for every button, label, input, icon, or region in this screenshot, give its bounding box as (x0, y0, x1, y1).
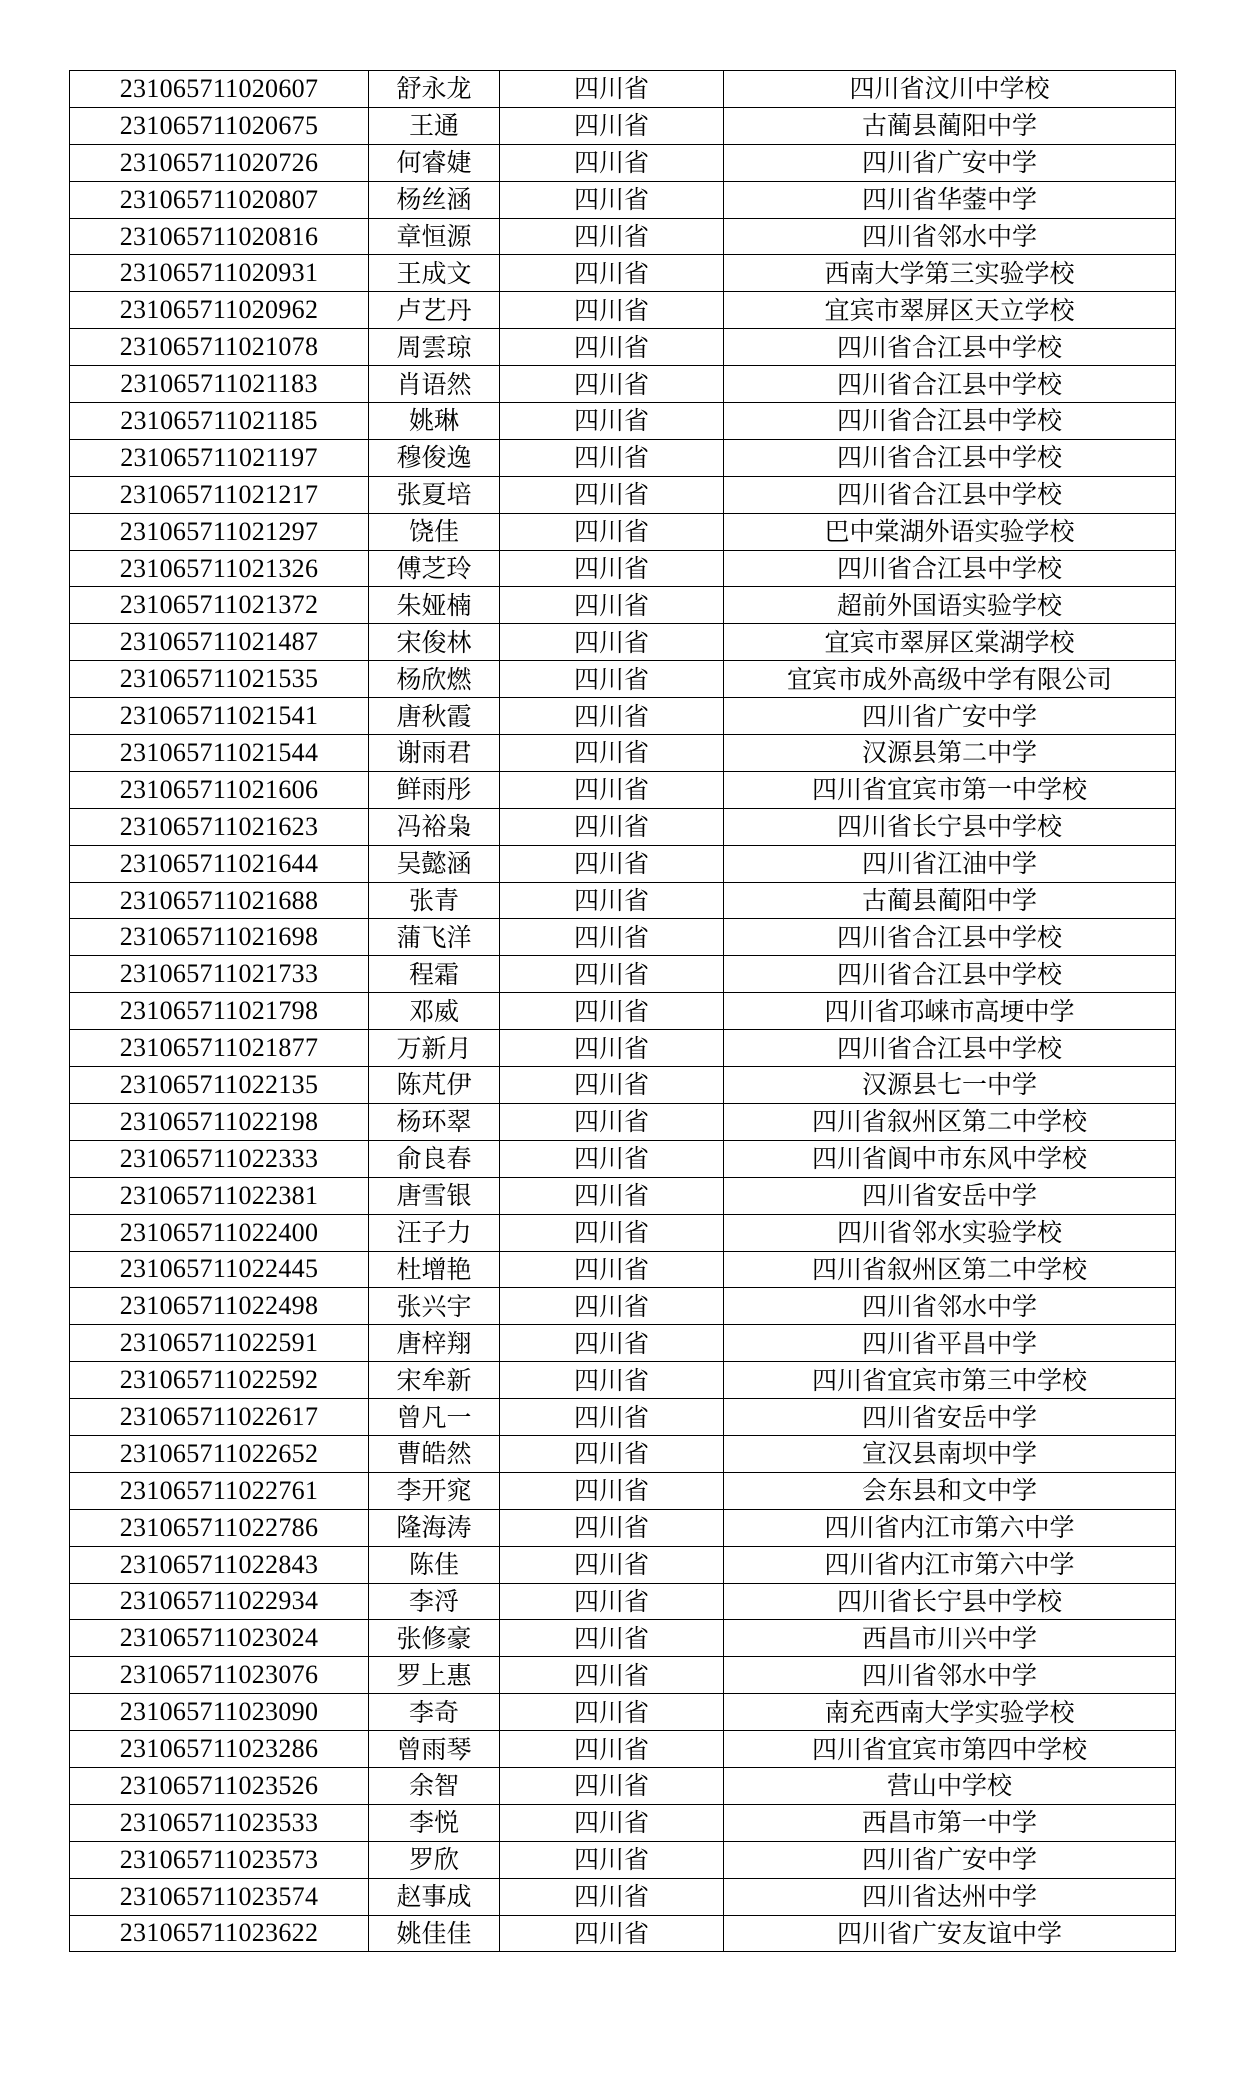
school-cell: 会东县和文中学 (724, 1472, 1176, 1509)
student-name-cell: 谢雨君 (369, 735, 500, 772)
school-cell: 南充西南大学实验学校 (724, 1694, 1176, 1731)
province-cell: 四川省 (500, 255, 724, 292)
student-id-cell: 231065711022400 (70, 1214, 369, 1251)
province-cell: 四川省 (500, 698, 724, 735)
student-id-cell: 231065711023286 (70, 1731, 369, 1768)
student-name-cell: 余智 (369, 1767, 500, 1804)
student-id-cell: 231065711022381 (70, 1177, 369, 1214)
table-row (70, 1915, 1176, 1952)
student-id-cell: 231065711021217 (70, 476, 369, 513)
province-cell: 四川省 (500, 1103, 724, 1140)
student-name-cell: 唐梓翔 (369, 1325, 500, 1362)
student-name-cell: 蒲飞洋 (369, 919, 500, 956)
school-cell: 营山中学校 (724, 1767, 1176, 1804)
school-cell: 西昌市川兴中学 (724, 1620, 1176, 1657)
student-id-cell: 231065711021541 (70, 698, 369, 735)
table-row (70, 1103, 1176, 1140)
student-name-cell: 隆海涛 (369, 1509, 500, 1546)
student-name-cell: 李奇 (369, 1694, 500, 1731)
student-name-cell: 章恒源 (369, 218, 500, 255)
student-id-cell: 231065711021326 (70, 550, 369, 587)
school-cell: 四川省广安中学 (724, 698, 1176, 735)
student-id-cell: 231065711021544 (70, 735, 369, 772)
school-cell: 古蔺县蔺阳中学 (724, 882, 1176, 919)
province-cell: 四川省 (500, 403, 724, 440)
province-cell: 四川省 (500, 1435, 724, 1472)
student-id-cell: 231065711021877 (70, 1030, 369, 1067)
student-id-cell: 231065711020807 (70, 181, 369, 218)
table-row (70, 1657, 1176, 1694)
school-cell: 四川省合江县中学校 (724, 550, 1176, 587)
student-id-cell: 231065711021798 (70, 993, 369, 1030)
table-row (70, 1325, 1176, 1362)
student-id-cell: 231065711022786 (70, 1509, 369, 1546)
student-name-cell: 陈芃伊 (369, 1067, 500, 1104)
student-id-cell: 231065711020726 (70, 144, 369, 181)
school-cell: 四川省邻水中学 (724, 218, 1176, 255)
student-name-cell: 曹皓然 (369, 1435, 500, 1472)
school-cell: 四川省内江市第六中学 (724, 1509, 1176, 1546)
student-name-cell: 张修豪 (369, 1620, 500, 1657)
student-name-cell: 张兴宇 (369, 1288, 500, 1325)
student-id-cell: 231065711023090 (70, 1694, 369, 1731)
student-id-cell: 231065711022843 (70, 1546, 369, 1583)
province-cell: 四川省 (500, 71, 724, 108)
province-cell: 四川省 (500, 919, 724, 956)
student-name-cell: 姚佳佳 (369, 1915, 500, 1952)
province-cell: 四川省 (500, 808, 724, 845)
province-cell: 四川省 (500, 1362, 724, 1399)
school-cell: 四川省汶川中学校 (724, 71, 1176, 108)
student-id-cell: 231065711021297 (70, 513, 369, 550)
province-cell: 四川省 (500, 1620, 724, 1657)
table-row (70, 1509, 1176, 1546)
school-cell: 四川省合江县中学校 (724, 329, 1176, 366)
student-id-cell: 231065711022498 (70, 1288, 369, 1325)
student-name-cell: 王通 (369, 107, 500, 144)
school-cell: 四川省合江县中学校 (724, 403, 1176, 440)
student-id-cell: 231065711022592 (70, 1362, 369, 1399)
student-id-cell: 231065711021535 (70, 661, 369, 698)
table-row (70, 550, 1176, 587)
province-cell: 四川省 (500, 624, 724, 661)
school-cell: 西南大学第三实验学校 (724, 255, 1176, 292)
student-name-cell: 卢艺丹 (369, 292, 500, 329)
table-row (70, 1620, 1176, 1657)
school-cell: 四川省广安中学 (724, 1841, 1176, 1878)
province-cell: 四川省 (500, 1583, 724, 1620)
student-name-cell: 穆俊逸 (369, 439, 500, 476)
student-name-cell: 邓威 (369, 993, 500, 1030)
student-name-cell: 万新月 (369, 1030, 500, 1067)
table-row (70, 439, 1176, 476)
student-name-cell: 程霜 (369, 956, 500, 993)
student-name-cell: 杨欣燃 (369, 661, 500, 698)
school-cell: 四川省阆中市东风中学校 (724, 1140, 1176, 1177)
student-name-cell: 姚琳 (369, 403, 500, 440)
student-id-cell: 231065711020607 (70, 71, 369, 108)
table-row (70, 1878, 1176, 1915)
province-cell: 四川省 (500, 218, 724, 255)
student-name-cell: 汪子力 (369, 1214, 500, 1251)
school-cell: 四川省内江市第六中学 (724, 1546, 1176, 1583)
table-row (70, 1399, 1176, 1436)
table-row (70, 218, 1176, 255)
table-row (70, 292, 1176, 329)
student-name-cell: 罗上惠 (369, 1657, 500, 1694)
province-cell: 四川省 (500, 1030, 724, 1067)
province-cell: 四川省 (500, 1915, 724, 1952)
roster-table (69, 70, 1176, 1952)
school-cell: 西昌市第一中学 (724, 1804, 1176, 1841)
student-name-cell: 曾雨琴 (369, 1731, 500, 1768)
school-cell: 巴中棠湖外语实验学校 (724, 513, 1176, 550)
student-id-cell: 231065711023526 (70, 1767, 369, 1804)
student-id-cell: 231065711021078 (70, 329, 369, 366)
student-name-cell: 舒永龙 (369, 71, 500, 108)
student-id-cell: 231065711021644 (70, 845, 369, 882)
table-row (70, 1435, 1176, 1472)
student-name-cell: 陈佳 (369, 1546, 500, 1583)
school-cell: 四川省邻水实验学校 (724, 1214, 1176, 1251)
student-name-cell: 王成文 (369, 255, 500, 292)
student-name-cell: 杨环翠 (369, 1103, 500, 1140)
table-row (70, 587, 1176, 624)
student-name-cell: 唐雪银 (369, 1177, 500, 1214)
student-id-cell: 231065711020816 (70, 218, 369, 255)
table-row (70, 1767, 1176, 1804)
school-cell: 四川省合江县中学校 (724, 366, 1176, 403)
province-cell: 四川省 (500, 1214, 724, 1251)
student-id-cell: 231065711021197 (70, 439, 369, 476)
table-row (70, 882, 1176, 919)
school-cell: 汉源县第二中学 (724, 735, 1176, 772)
student-name-cell: 李开窕 (369, 1472, 500, 1509)
table-row (70, 1804, 1176, 1841)
school-cell: 超前外国语实验学校 (724, 587, 1176, 624)
school-cell: 宜宾市成外高级中学有限公司 (724, 661, 1176, 698)
table-row (70, 403, 1176, 440)
student-id-cell: 231065711023533 (70, 1804, 369, 1841)
student-id-cell: 231065711022591 (70, 1325, 369, 1362)
student-id-cell: 231065711022445 (70, 1251, 369, 1288)
school-cell: 宜宾市翠屏区天立学校 (724, 292, 1176, 329)
student-id-cell: 231065711023024 (70, 1620, 369, 1657)
school-cell: 四川省长宁县中学校 (724, 1583, 1176, 1620)
table-row (70, 624, 1176, 661)
student-name-cell: 冯裕枭 (369, 808, 500, 845)
student-id-cell: 231065711020962 (70, 292, 369, 329)
table-row (70, 329, 1176, 366)
student-id-cell: 231065711021185 (70, 403, 369, 440)
school-cell: 四川省广安友谊中学 (724, 1915, 1176, 1952)
province-cell: 四川省 (500, 1878, 724, 1915)
school-cell: 四川省宜宾市第四中学校 (724, 1731, 1176, 1768)
table-row (70, 919, 1176, 956)
school-cell: 四川省合江县中学校 (724, 1030, 1176, 1067)
student-name-cell: 傅芝玲 (369, 550, 500, 587)
student-id-cell: 231065711021487 (70, 624, 369, 661)
school-cell: 汉源县七一中学 (724, 1067, 1176, 1104)
province-cell: 四川省 (500, 1325, 724, 1362)
student-id-cell: 231065711023622 (70, 1915, 369, 1952)
school-cell: 四川省华蓥中学 (724, 181, 1176, 218)
student-id-cell: 231065711021372 (70, 587, 369, 624)
table-row (70, 698, 1176, 735)
table-row (70, 808, 1176, 845)
table-row (70, 993, 1176, 1030)
student-name-cell: 杜增艳 (369, 1251, 500, 1288)
province-cell: 四川省 (500, 993, 724, 1030)
school-cell: 四川省叙州区第二中学校 (724, 1103, 1176, 1140)
student-name-cell: 饶佳 (369, 513, 500, 550)
province-cell: 四川省 (500, 1841, 724, 1878)
province-cell: 四川省 (500, 513, 724, 550)
school-cell: 四川省合江县中学校 (724, 439, 1176, 476)
table-row (70, 1472, 1176, 1509)
province-cell: 四川省 (500, 1509, 724, 1546)
table-row (70, 1140, 1176, 1177)
school-cell: 四川省合江县中学校 (724, 919, 1176, 956)
province-cell: 四川省 (500, 144, 724, 181)
province-cell: 四川省 (500, 439, 724, 476)
province-cell: 四川省 (500, 956, 724, 993)
table-row (70, 1583, 1176, 1620)
school-cell: 四川省宜宾市第一中学校 (724, 771, 1176, 808)
province-cell: 四川省 (500, 1288, 724, 1325)
student-name-cell: 鲜雨彤 (369, 771, 500, 808)
student-name-cell: 赵事成 (369, 1878, 500, 1915)
table-row (70, 71, 1176, 108)
student-name-cell: 李悦 (369, 1804, 500, 1841)
province-cell: 四川省 (500, 735, 724, 772)
province-cell: 四川省 (500, 1804, 724, 1841)
school-cell: 四川省江油中学 (724, 845, 1176, 882)
province-cell: 四川省 (500, 1251, 724, 1288)
province-cell: 四川省 (500, 1067, 724, 1104)
student-id-cell: 231065711021183 (70, 366, 369, 403)
student-id-cell: 231065711021606 (70, 771, 369, 808)
school-cell: 四川省安岳中学 (724, 1177, 1176, 1214)
province-cell: 四川省 (500, 550, 724, 587)
student-name-cell: 曾凡一 (369, 1399, 500, 1436)
table-row (70, 144, 1176, 181)
school-cell: 四川省宜宾市第三中学校 (724, 1362, 1176, 1399)
school-cell: 四川省安岳中学 (724, 1399, 1176, 1436)
school-cell: 四川省广安中学 (724, 144, 1176, 181)
province-cell: 四川省 (500, 1472, 724, 1509)
student-name-cell: 唐秋霞 (369, 698, 500, 735)
school-cell: 四川省合江县中学校 (724, 956, 1176, 993)
student-id-cell: 231065711020675 (70, 107, 369, 144)
table-row (70, 1030, 1176, 1067)
province-cell: 四川省 (500, 329, 724, 366)
province-cell: 四川省 (500, 882, 724, 919)
table-row (70, 476, 1176, 513)
school-cell: 四川省长宁县中学校 (724, 808, 1176, 845)
student-id-cell: 231065711021733 (70, 956, 369, 993)
province-cell: 四川省 (500, 292, 724, 329)
student-name-cell: 宋牟新 (369, 1362, 500, 1399)
student-name-cell: 肖语然 (369, 366, 500, 403)
student-id-cell: 231065711022198 (70, 1103, 369, 1140)
table-row (70, 956, 1176, 993)
table-row (70, 1694, 1176, 1731)
school-cell: 四川省邻水中学 (724, 1288, 1176, 1325)
student-id-cell: 231065711023574 (70, 1878, 369, 1915)
school-cell: 四川省合江县中学校 (724, 476, 1176, 513)
student-id-cell: 231065711023573 (70, 1841, 369, 1878)
student-id-cell: 231065711022652 (70, 1435, 369, 1472)
table-row (70, 1251, 1176, 1288)
province-cell: 四川省 (500, 1657, 724, 1694)
province-cell: 四川省 (500, 1694, 724, 1731)
student-name-cell: 吴懿涵 (369, 845, 500, 882)
table-row (70, 1362, 1176, 1399)
province-cell: 四川省 (500, 1399, 724, 1436)
school-cell: 四川省达州中学 (724, 1878, 1176, 1915)
student-id-cell: 231065711022333 (70, 1140, 369, 1177)
table-row (70, 1841, 1176, 1878)
province-cell: 四川省 (500, 476, 724, 513)
student-name-cell: 张夏培 (369, 476, 500, 513)
student-name-cell: 罗欣 (369, 1841, 500, 1878)
table-row (70, 771, 1176, 808)
school-cell: 四川省邻水中学 (724, 1657, 1176, 1694)
table-row (70, 1067, 1176, 1104)
province-cell: 四川省 (500, 1731, 724, 1768)
student-id-cell: 231065711023076 (70, 1657, 369, 1694)
student-name-cell: 俞良春 (369, 1140, 500, 1177)
school-cell: 四川省邛崃市高埂中学 (724, 993, 1176, 1030)
table-row (70, 1731, 1176, 1768)
table-row (70, 181, 1176, 218)
roster-table-body (70, 71, 1176, 1952)
student-id-cell: 231065711020931 (70, 255, 369, 292)
student-id-cell: 231065711021698 (70, 919, 369, 956)
school-cell: 宜宾市翠屏区棠湖学校 (724, 624, 1176, 661)
province-cell: 四川省 (500, 181, 724, 218)
student-name-cell: 杨丝涵 (369, 181, 500, 218)
school-cell: 四川省叙州区第二中学校 (724, 1251, 1176, 1288)
table-row (70, 513, 1176, 550)
province-cell: 四川省 (500, 107, 724, 144)
student-name-cell: 朱娅楠 (369, 587, 500, 624)
table-row (70, 1546, 1176, 1583)
table-row (70, 1214, 1176, 1251)
province-cell: 四川省 (500, 1767, 724, 1804)
student-id-cell: 231065711021623 (70, 808, 369, 845)
table-row (70, 735, 1176, 772)
student-id-cell: 231065711021688 (70, 882, 369, 919)
school-cell: 四川省平昌中学 (724, 1325, 1176, 1362)
table-row (70, 1177, 1176, 1214)
student-name-cell: 宋俊林 (369, 624, 500, 661)
student-id-cell: 231065711022934 (70, 1583, 369, 1620)
province-cell: 四川省 (500, 1546, 724, 1583)
province-cell: 四川省 (500, 1140, 724, 1177)
student-id-cell: 231065711022761 (70, 1472, 369, 1509)
student-id-cell: 231065711022617 (70, 1399, 369, 1436)
province-cell: 四川省 (500, 661, 724, 698)
school-cell: 古蔺县蔺阳中学 (724, 107, 1176, 144)
province-cell: 四川省 (500, 771, 724, 808)
table-row (70, 661, 1176, 698)
table-row (70, 366, 1176, 403)
province-cell: 四川省 (500, 845, 724, 882)
student-name-cell: 周雲琼 (369, 329, 500, 366)
student-name-cell: 何睿婕 (369, 144, 500, 181)
table-row (70, 255, 1176, 292)
table-row (70, 1288, 1176, 1325)
province-cell: 四川省 (500, 1177, 724, 1214)
province-cell: 四川省 (500, 587, 724, 624)
province-cell: 四川省 (500, 366, 724, 403)
school-cell: 宣汉县南坝中学 (724, 1435, 1176, 1472)
student-name-cell: 张青 (369, 882, 500, 919)
student-name-cell: 李浖 (369, 1583, 500, 1620)
student-id-cell: 231065711022135 (70, 1067, 369, 1104)
table-row (70, 107, 1176, 144)
table-row (70, 845, 1176, 882)
